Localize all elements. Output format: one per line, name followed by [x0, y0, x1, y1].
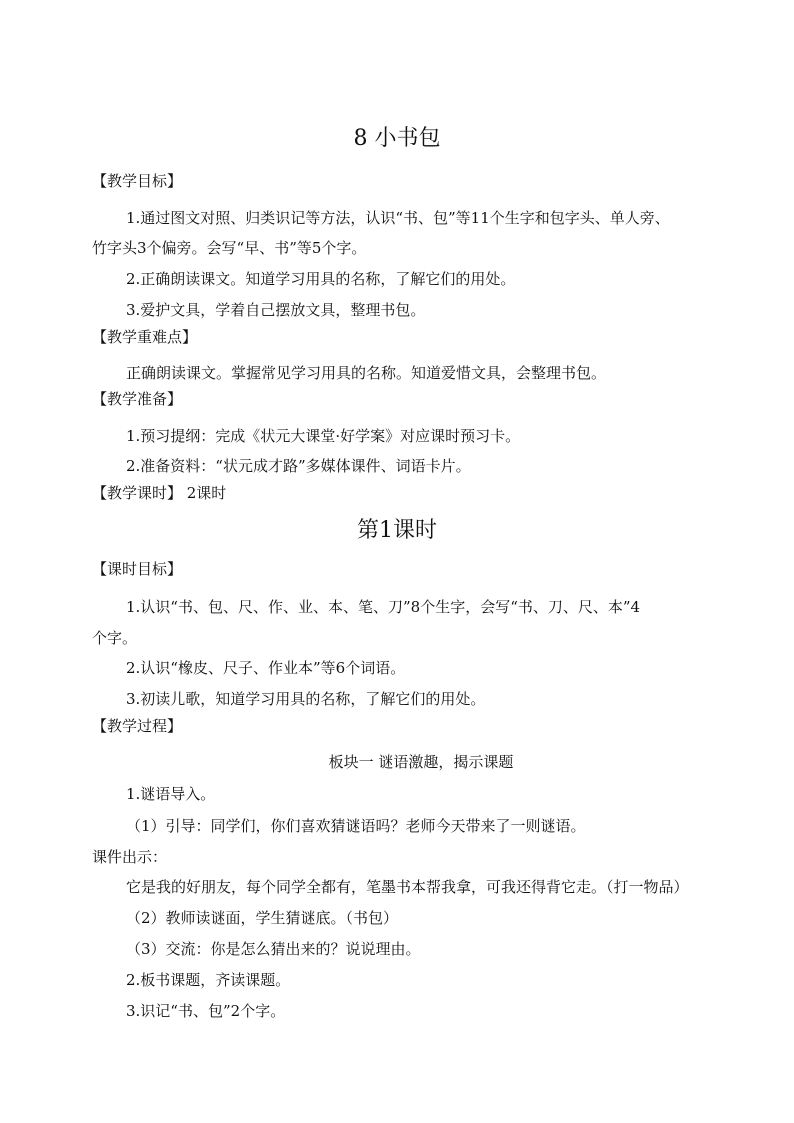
heading-teaching-process: 【教学过程】	[92, 717, 183, 735]
document-title: 8 小书包	[353, 126, 441, 151]
heading-key-points: 【教学重难点】	[92, 328, 198, 346]
heading-lesson-goals: 【课时目标】	[92, 560, 183, 578]
preparation-item-2: 2.准备资料：“状元成才路”多媒体课件、词语卡片。	[126, 457, 471, 475]
goal-item-2: 2.正确朗读课文。知道学习用具的名称，了解它们的用处。	[126, 270, 516, 288]
process-line-5: （2）教师读谜面，学生猜谜底。（书包）	[126, 909, 399, 927]
key-points-text: 正确朗读课文。掌握常见学习用具的名称。知道爱惜文具，会整理书包。	[126, 364, 607, 382]
goal-item-1-cont: 竹字头3个偏旁。会写“早、书”等5个字。	[92, 239, 367, 257]
process-line-7: 2.板书课题，齐读课题。	[126, 971, 291, 989]
heading-preparation: 【教学准备】	[92, 390, 183, 408]
block-title: 板块一 谜语激趣，揭示课题	[328, 753, 514, 771]
lesson-goal-2: 2.认识“橡皮、尺子、作业本”等6个词语。	[126, 659, 406, 677]
process-line-6: （3）交流：你是怎么猜出来的？说说理由。	[126, 940, 421, 958]
riddle-text: 它是我的好朋友，每个同学全都有，笔墨书本帮我拿，可我还得背它走。（打一物品）	[126, 878, 689, 896]
goal-item-3: 3.爱护文具，学着自己摆放文具，整理书包。	[126, 301, 426, 319]
process-line-2: （1）引导：同学们，你们喜欢猜谜语吗？老师今天带来了一则谜语。	[126, 817, 586, 835]
process-line-3: 课件出示：	[92, 848, 168, 866]
heading-class-hours: 【教学课时】 2课时	[92, 484, 227, 502]
process-line-8: 3.识记“书、包”2个字。	[126, 1002, 286, 1020]
process-line-1: 1.谜语导入。	[126, 785, 216, 803]
lesson-title: 第1课时	[357, 518, 437, 543]
lesson-goal-3: 3.初读儿歌，知道学习用具的名称，了解它们的用处。	[126, 690, 486, 708]
heading-teaching-goals: 【教学目标】	[92, 172, 183, 190]
lesson-goal-1-cont: 个字。	[92, 629, 138, 647]
lesson-goal-1: 1.认识“书、包、尺、作、业、本、笔、刀”8个生字，会写“书、刀、尺、本”4	[126, 598, 641, 616]
preparation-item-1: 1.预习提纲：完成《状元大课堂·好学案》对应课时预习卡。	[126, 427, 521, 445]
goal-item-1: 1.通过图文对照、归类识记等方法，认识“书、包”等11个生字和包字头、单人旁、	[126, 209, 670, 227]
